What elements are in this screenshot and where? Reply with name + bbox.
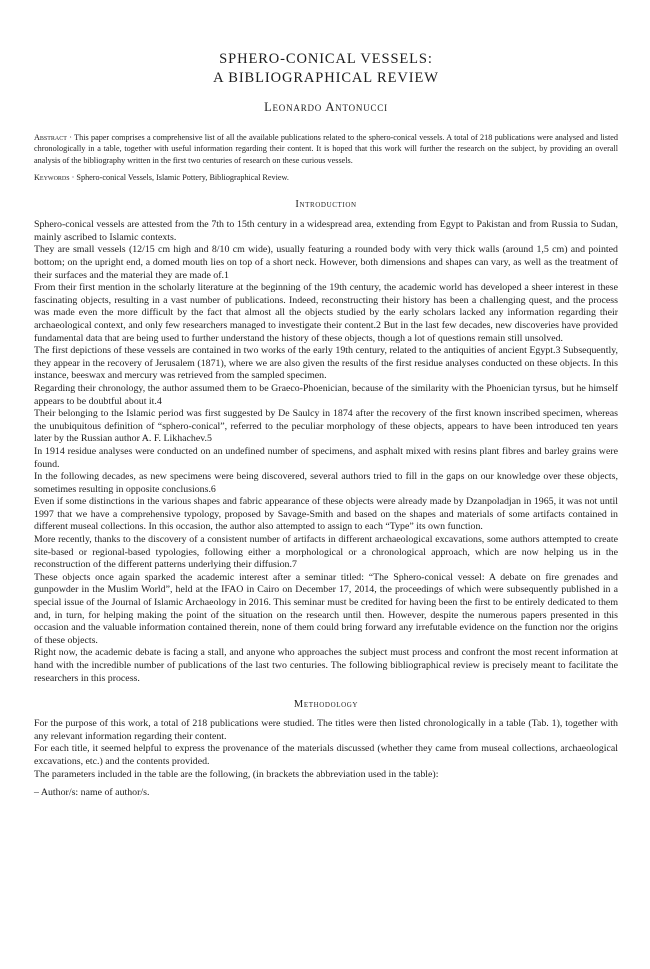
intro-paragraph: Sphero-conical vessels are attested from the 7th to 15th century in a widespread area, extending from Egypt to Pakistan and from Russia to Sudan, mainly ascribed to Islamic contexts.	[34, 219, 618, 243]
methodology-section	[34, 699, 618, 800]
introduction-heading: Introduction	[295, 199, 357, 211]
intro-paragraph: In 1914 residue analyses were conducted on an undefined number of specimens, and asphalt mixed with resins plant fibres and barley grains were found.	[34, 445, 618, 470]
keywords-text: Sphero-conical Vessels, Islamic Pottery, Bibliographical Review.	[76, 173, 289, 183]
intro-paragraph: They are small vessels (12/15 cm high and 8/10 cm wide), usually featuring a rounded body with very thick walls (around 1,5 cm) and pointed bottom; on the upright end, a domed mouth lies on top of a short neck. However, both dimensions and shapes can vary, as well as the treatment of their surfaces and the material they are made of.1	[34, 244, 618, 281]
introduction-body	[34, 219, 618, 685]
intro-paragraph: The first depictions of these vessels are contained in two works of the early 19th century, related to the antiquities of ancient Egypt.3 Subsequently, they appear in the recovery of Jerusalem (1871), where we are also given the results of the first residue analyses conducted on these objects. In this instance, beeswax and mercury was retrieved from the sampled specimen.	[34, 345, 618, 382]
intro-paragraph: Regarding their chronology, the author assumed them to be Graeco-Phoenician, because of the similarity with the Phoenician tyrsus, but he himself appears to be doubtful about it.4	[34, 382, 618, 407]
intro-paragraph: More recently, thanks to the discovery of a consistent number of artifacts in different archaeological excavations, some authors attempted to create site-based or regional-based typologies, following either a morphological or a chronological approach, which are now helping us in the reconstruction of the different patterns underlying their diffusion.7	[34, 534, 618, 571]
keywords-separator: ·	[69, 173, 77, 183]
abstract-text: This paper comprises a comprehensive list of all the available publications related to the sphero-conical vessels. A total of 218 publications were analysed and listed chronologically in a table, together with useful information regarding their content. It is hoped that this work will further the research on the subject, by providing an overall analysis of the bibliography written in the first two centuries of research on these curious vessels.	[34, 133, 618, 165]
method-paragraph: For the purpose of this work, a total of 218 publications were studied. The titles were then listed chronologically in a table (Tab. 1), together with any relevant information regarding their content.	[34, 718, 618, 742]
keywords-label: Keywords	[34, 173, 70, 183]
paper-page	[0, 50, 650, 969]
method-paragraph: The parameters included in the table are the following, (in brackets the abbreviation used in the table):	[34, 768, 439, 780]
abstract-label: Abstract	[34, 133, 67, 142]
title-line-2: A BIBLIOGRAPHICAL REVIEW	[213, 70, 439, 86]
methodology-heading: Methodology	[293, 699, 359, 711]
abstract-separator: ·	[66, 133, 75, 142]
intro-paragraph: Even if some distinctions in the various shapes and fabric appearance of these objects were already made by Dzanpoladjan in 1965, it was not until 1997 that we have a comprehensive typology, proposed by Savage-Smith and based on the shapes and materials of some artifacts contained in different museal collections. In this occasion, the author also attempted to assign to each “Type” its own function.	[34, 496, 618, 533]
intro-paragraph: From their first mention in the scholarly literature at the beginning of the 19th century, the academic world has developed a sheer interest in these fascinating objects, resulting in a vast number of publications. Indeed, reconstructing their history has been a challenging quest, and the process was made even the more difficult by the fact that almost all the objects studied by the early scholars lacked any information regarding their archaeological context, and only few researchers managed to investigate their content.2 But in the last few decades, new discoveries have provided fundamental data that are being used to further understand the history of these objects, though a lot of questions remain still unsolved.	[34, 282, 618, 344]
paper-title	[34, 50, 618, 88]
author-name: Leonardo Antonucci	[264, 100, 388, 114]
intro-paragraph: These objects once again sparked the academic interest after a seminar titled: “The Sphero-conical vessel: A debate on fire grenades and gunpowder in the Muslim World”, held at the IFAO in Cairo on December 17, 2014, the proceedings of which were subsequently published in a special issue of the Journal of Islamic Archaeology in 2016. This seminar must be credited for having been the first to be entirely dedicated to them and, in turn, for helping making the point of the situation on the research until then. However, despite the numerous papers presented in this occasion and the valuable information contained therein, none of them could bring forward any irrefutable evidence on the function nor the origins of these objects.	[34, 571, 618, 646]
keywords	[34, 172, 618, 183]
title-line-1: SPHERO-CONICAL VESSELS:	[219, 51, 433, 67]
intro-paragraph: Their belonging to the Islamic period was first suggested by De Saulcy in 1874 after the recovery of the first known inscribed specimen, whereas the unubiquitous definition of “sphero-conical”, referred to the peculiar morphology of these objects, appears to have been introduced ten years later by the Russian author A. F. Likhachev.5	[34, 408, 618, 445]
intro-paragraph: Right now, the academic debate is facing a stall, and anyone who approaches the subject must process and confront the most recent information at hand with the incredible number of publications of the last two centuries. The following bibliographical review is precisely meant to facilitate the researchers in this process.	[34, 647, 618, 684]
methodology-body	[34, 718, 618, 781]
parameter-list-item: – Author/s: name of author/s.	[34, 787, 150, 799]
intro-paragraph: In the following decades, as new specimens were being discovered, several authors tried to fill in the gaps on our knowledge over these objects, sometimes resulting in opposite conclusions.6	[34, 471, 618, 495]
method-paragraph: For each title, it seemed helpful to express the provenance of the materials discussed (whether they came from museal collections, archaeological excavations, etc.) and the contents provided.	[34, 743, 618, 767]
abstract	[34, 132, 618, 166]
